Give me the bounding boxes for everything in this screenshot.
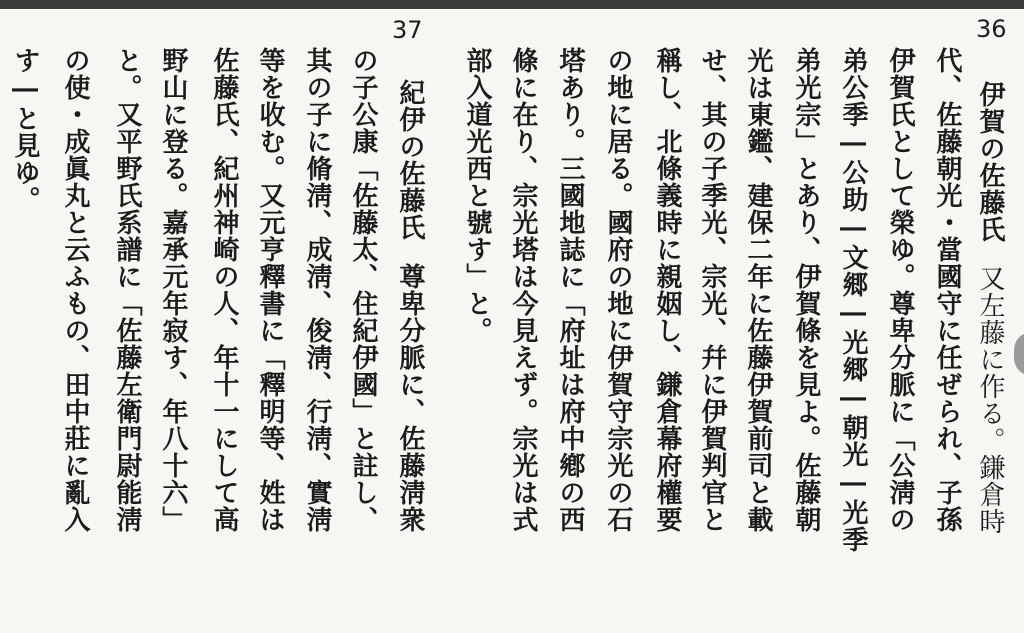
section-heading-kii-sato: 紀伊の佐藤氏	[395, 79, 425, 241]
text-column-5: 弟光宗」とあり、伊賀條を見よ。佐藤朝	[791, 47, 821, 533]
text-column-14: の子公康「佐藤太、住紀伊國」と註し、	[348, 47, 378, 533]
text-column-16: 等を收む。又元亨釋書に「釋明等、姓は	[255, 47, 285, 533]
text-column-13-body: 尊卑分脈に、佐藤淸衆	[395, 263, 425, 533]
text-column-10: 塔あり。三國地誌に「府址は府中鄕の西	[555, 47, 585, 533]
text-column-6: 光は東鑑、建保二年に佐藤伊賀前司と載	[743, 47, 773, 533]
text-column-19: と。又平野氏系譜に「佐藤左衛門尉能淸	[112, 47, 142, 533]
text-column-11: 條に在り、宗光塔は今見えず。宗光は式	[508, 47, 538, 533]
window-top-bar	[0, 0, 1024, 9]
page-number-left: 37	[392, 16, 423, 44]
text-column-4: 弟公季―公助―文郷―光郷―朝光―光季	[838, 47, 868, 553]
text-column-20: の使・成眞丸と云ふもの、田中莊に亂入	[60, 47, 90, 533]
text-column-21: す―と見ゆ。	[10, 47, 40, 213]
text-column-3: 伊賀氏として榮ゆ。尊卑分脈に「公淸の	[885, 47, 915, 533]
page-number-right: 36	[976, 15, 1007, 43]
text-column-1	[973, 81, 1007, 633]
text-column-2: 代、佐藤朝光・當國守に任ぜられ、子孫	[932, 47, 962, 533]
text-column-13	[393, 79, 427, 633]
text-column-9: の地に居る。國府の地に伊賀守宗光の石	[603, 47, 633, 533]
text-column-8: 稱し、北條義時に親姻し、鎌倉幕府權要	[652, 47, 682, 533]
book-page-spread	[0, 9, 1024, 633]
text-column-7: せ、其の子季光、宗光、幷に伊賀判官と	[697, 47, 727, 533]
text-column-1-body: 又左藤に作る。鎌倉時	[975, 265, 1005, 535]
text-column-17: 佐藤氏、紀州神崎の人、年十一にして高	[209, 47, 239, 533]
text-column-18: 野山に登る。嘉承元年寂す、年八十六」	[158, 47, 188, 533]
text-column-15: 其の子に脩淸、成淸、俊淸、行淸、實淸	[302, 47, 332, 533]
section-heading-iga-sato: 伊賀の佐藤氏	[975, 81, 1005, 243]
text-column-12: 部入道光西と號す」と。	[462, 47, 492, 344]
